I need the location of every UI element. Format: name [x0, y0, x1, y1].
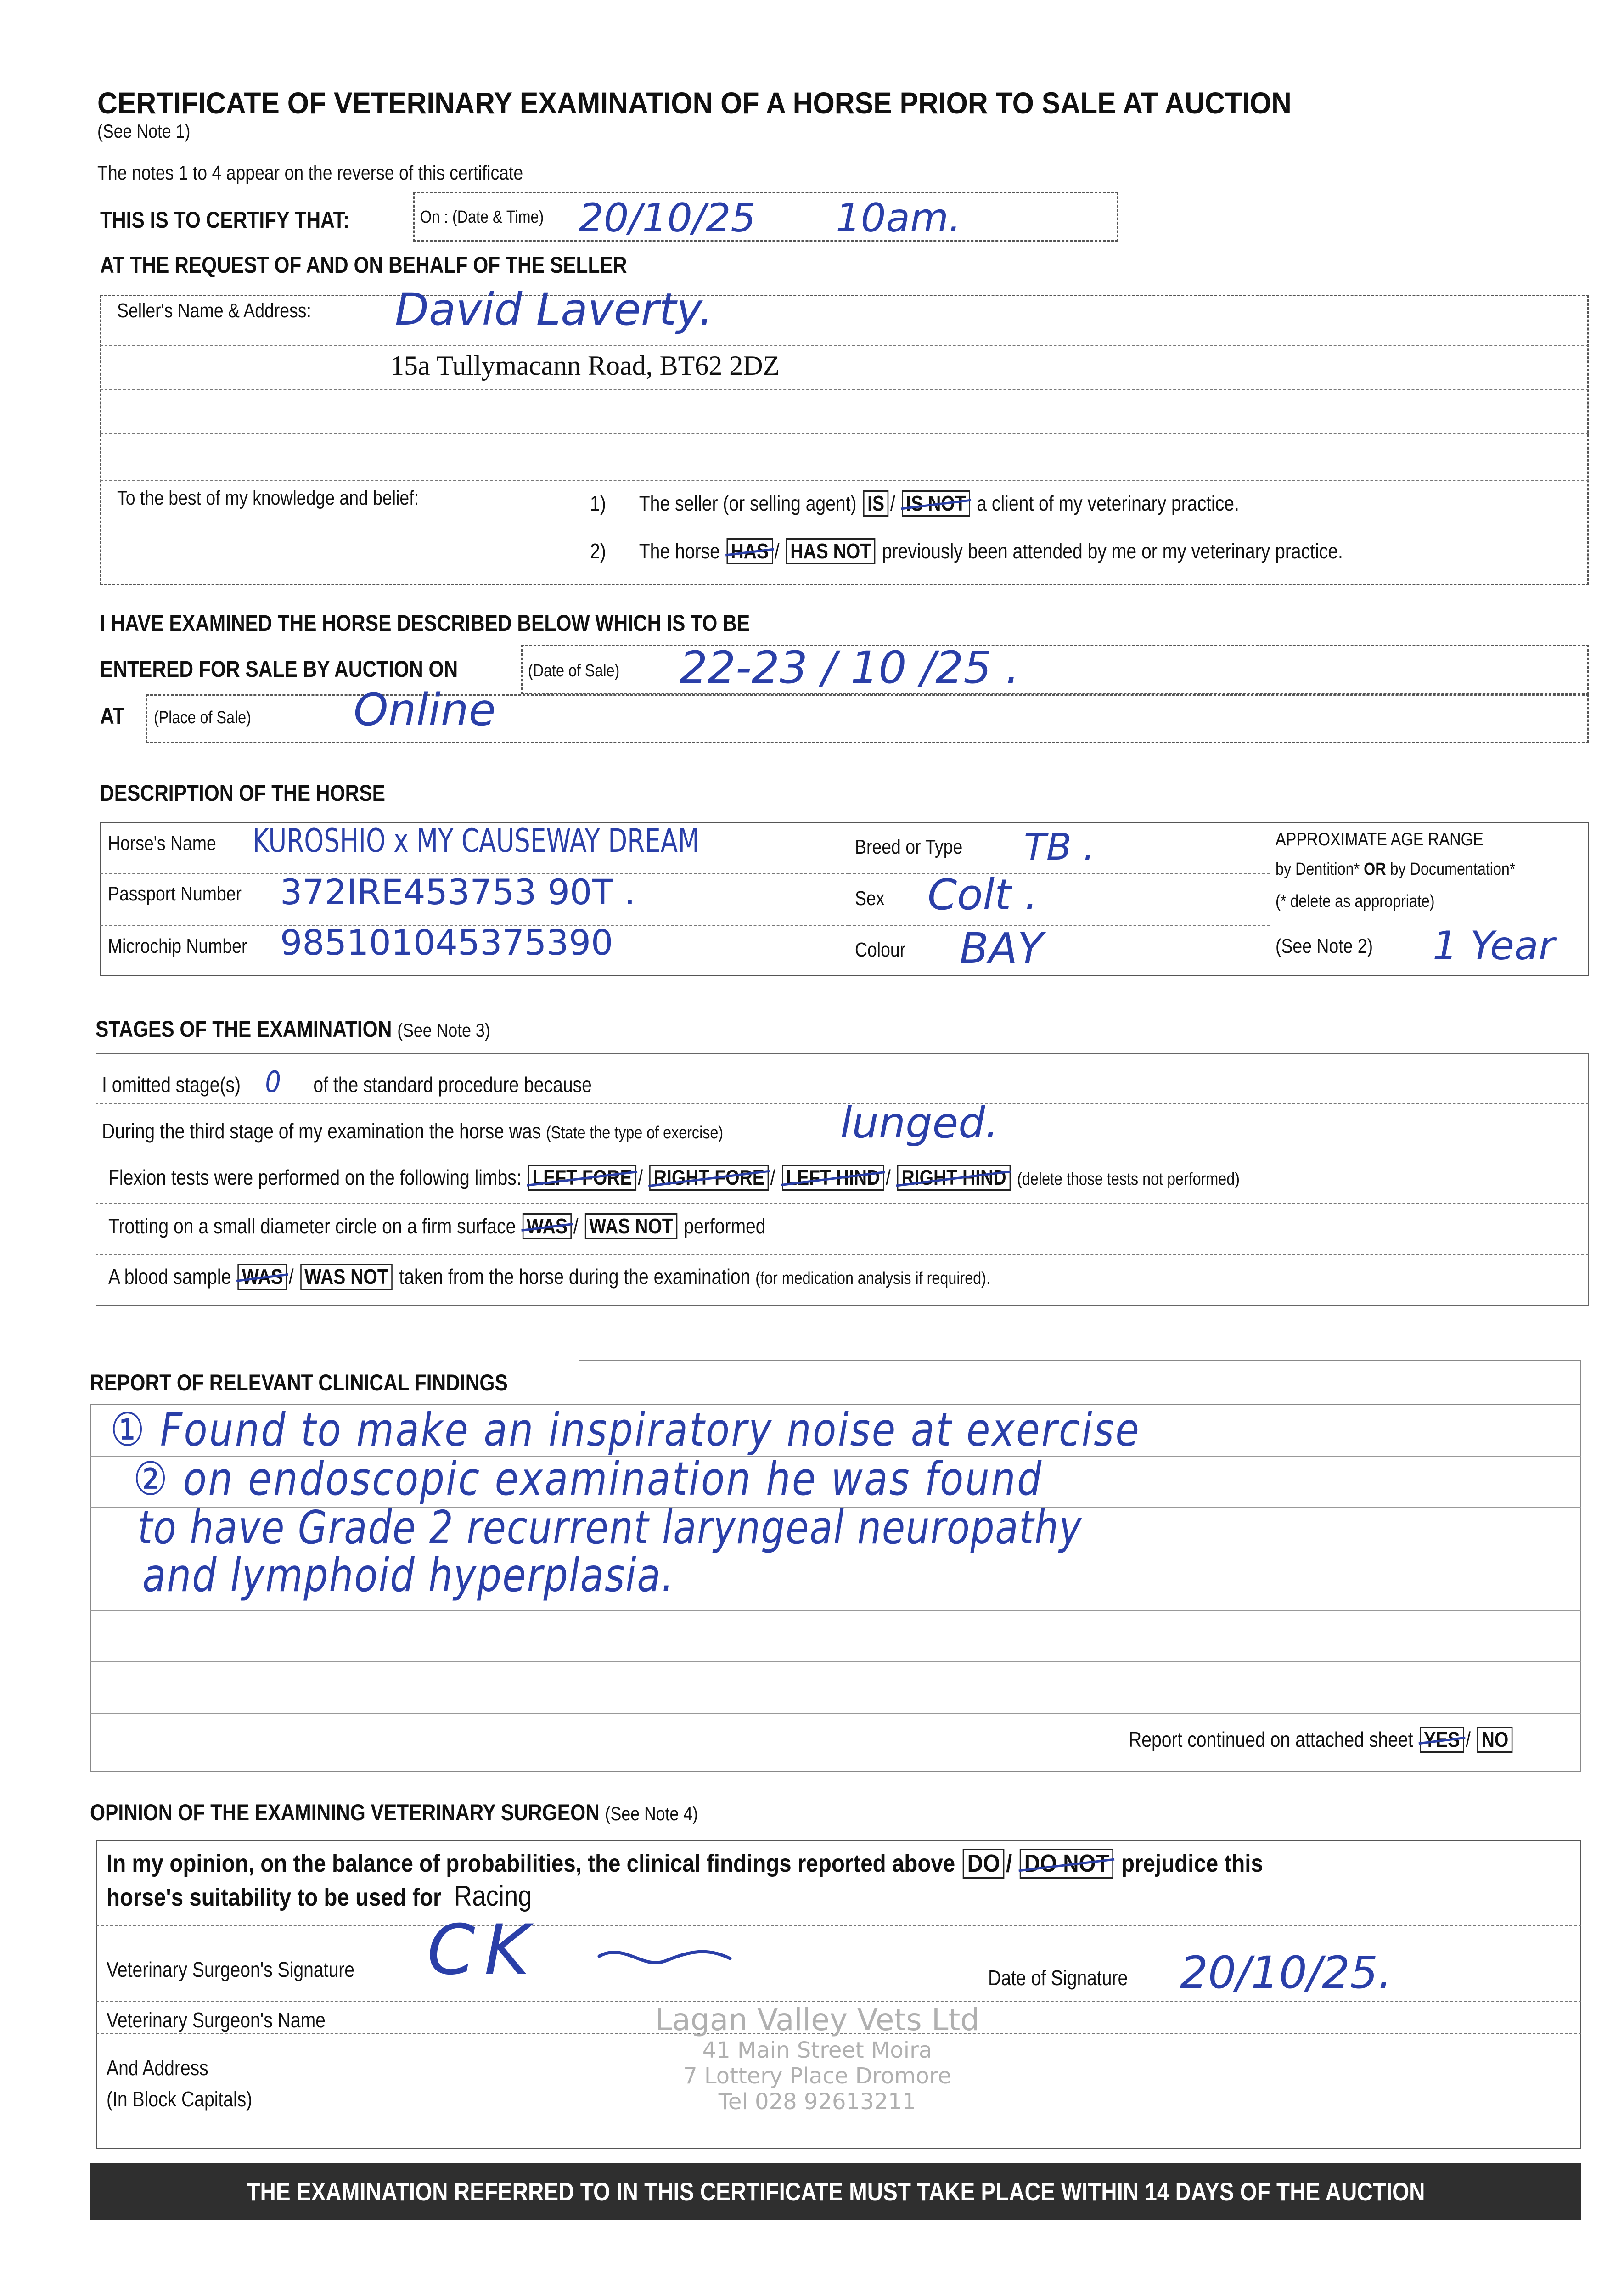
- omitted-suffix: of the standard procedure because: [313, 1073, 592, 1097]
- breed-value: TB .: [1024, 826, 1095, 868]
- opinion-text-c: horse's suitability to be used for: [107, 1884, 442, 1911]
- seller-name-value: David Laverty.: [395, 284, 713, 335]
- third-stage-label: During the third stage of my examination the horse was: [102, 1119, 541, 1143]
- horse-has-option[interactable]: HAS: [726, 538, 773, 564]
- opinion-do-option[interactable]: DO: [963, 1849, 1005, 1879]
- seller-heading: AT THE REQUEST OF AND ON BEHALF OF THE SELLER: [100, 252, 627, 278]
- notes-line: The notes 1 to 4 appear on the reverse of this certificate: [97, 162, 523, 184]
- stages-heading-text: STAGES OF THE EXAMINATION: [96, 1016, 392, 1042]
- opinion-heading: [90, 1799, 698, 1826]
- seller-item-2: 2) The horse HAS / HAS NOT previously been attended by me or my veterinary practice.: [590, 538, 1343, 564]
- blood-was-not-option[interactable]: WAS NOT: [300, 1264, 393, 1290]
- signature-value: CK: [427, 1910, 539, 1990]
- blood-row: A blood sample WAS / WAS NOT taken from the horse during the examination (for medication analysis if required).: [108, 1264, 990, 1290]
- horse-heading: DESCRIPTION OF THE HORSE: [100, 780, 386, 806]
- item1-num: 1): [590, 491, 606, 515]
- footer-banner: [90, 2163, 1581, 2220]
- blood-suffix: taken from the horse during the examination: [399, 1265, 751, 1289]
- stamp-line-1: Lagan Valley Vets Ltd: [655, 2002, 980, 2037]
- blood-was-option[interactable]: WAS: [238, 1264, 287, 1290]
- flex-left-hind[interactable]: LEFT HIND: [782, 1165, 884, 1191]
- microchip-label: Microchip Number: [108, 935, 247, 957]
- age-see-note: (See Note 2): [1276, 935, 1373, 957]
- report-continued-label: Report continued on attached sheet: [1129, 1728, 1413, 1751]
- age-heading: APPROXIMATE AGE RANGE: [1276, 829, 1484, 850]
- opinion-text-a: In my opinion, on the balance of probabilities, the clinical findings reported above: [107, 1850, 955, 1877]
- colour-value: BAY: [960, 924, 1044, 973]
- signature-label: Veterinary Surgeon's Signature: [107, 1958, 355, 1981]
- intended-use-value: Racing: [454, 1880, 532, 1912]
- sale-heading-1: I HAVE EXAMINED THE HORSE DESCRIBED BELOW WHICH IS TO BE: [100, 610, 750, 636]
- trot-label: Trotting on a small diameter circle on a firm surface: [108, 1214, 516, 1238]
- flexion-note: (delete those tests not performed): [1017, 1170, 1240, 1189]
- item2-text-a: The horse: [639, 539, 720, 563]
- omitted-row: [102, 1065, 592, 1099]
- seller-address-value: 15a Tullymacann Road, BT62 2DZ: [390, 350, 780, 381]
- see-note-1: (See Note 1): [97, 120, 191, 142]
- at-label: AT: [100, 703, 125, 729]
- age-or: OR: [1364, 860, 1386, 879]
- horse-name-label: Horse's Name: [108, 832, 216, 855]
- omitted-value: 0: [265, 1065, 281, 1099]
- signature-date-value: 20/10/25.: [1180, 1947, 1392, 1998]
- colour-label: Colour: [855, 939, 906, 961]
- knowledge-label: To the best of my knowledge and belief:: [117, 487, 419, 509]
- microchip-value: 985101045375390: [280, 922, 613, 963]
- date-of-signature-label: Date of Signature: [988, 1966, 1128, 1990]
- stages-note: (See Note 3): [397, 1019, 490, 1041]
- age-by-documentation[interactable]: by Documentation*: [1390, 860, 1516, 879]
- place-value: Online: [354, 684, 496, 736]
- passport-label: Passport Number: [108, 883, 242, 905]
- breed-label: Breed or Type: [855, 836, 963, 858]
- place-of-sale-label: (Place of Sale): [154, 708, 251, 727]
- opinion-text-row: In my opinion, on the balance of probabilities, the clinical findings reported above DO / DO NOT prejudice this: [107, 1849, 1263, 1879]
- stamp-line-2: 41 Main Street Moira: [702, 2037, 933, 2063]
- surgeon-address-label: And Address: [107, 2056, 208, 2080]
- seller-is-not-option[interactable]: IS NOT: [902, 490, 970, 517]
- omitted-label: I omitted stage(s): [102, 1073, 241, 1097]
- opinion-note: (See Note 4): [605, 1803, 698, 1824]
- signature-scribble-icon: [597, 1938, 735, 1975]
- passport-value: 372IRE453753 90T .: [280, 872, 636, 912]
- trot-was-not-option[interactable]: WAS NOT: [585, 1213, 677, 1239]
- exam-time-value: 10am.: [836, 195, 961, 241]
- sex-label: Sex: [855, 887, 885, 910]
- report-continued-row: Report continued on attached sheet YES / NO: [1129, 1727, 1514, 1753]
- trot-was-option[interactable]: WAS: [523, 1213, 572, 1239]
- certify-label: THIS IS TO CERTIFY THAT:: [100, 207, 350, 233]
- age-method: [1276, 860, 1515, 879]
- item2-num: 2): [590, 539, 606, 563]
- trot-suffix: performed: [684, 1214, 766, 1238]
- item1-text-a: The seller (or selling agent): [639, 491, 857, 515]
- seller-item-1: 1) The seller (or selling agent) IS / IS NOT a client of my veterinary practice.: [590, 490, 1239, 517]
- exam-date-value: 20/10/25: [579, 195, 756, 241]
- item2-text-b: previously been attended by me or my veterinary practice.: [882, 539, 1343, 563]
- stamp-line-4: Tel 028 92613211: [718, 2089, 916, 2115]
- sex-value: Colt .: [927, 870, 1038, 919]
- opinion-heading-text: OPINION OF THE EXAMINING VETERINARY SURGEON: [90, 1800, 600, 1825]
- blood-label: A blood sample: [108, 1265, 231, 1289]
- finding-line-3: to have Grade 2 recurrent laryngeal neuropathy: [138, 1501, 1082, 1554]
- sale-heading-2: ENTERED FOR SALE BY AUCTION ON: [100, 656, 458, 682]
- flexion-row: Flexion tests were performed on the following limbs: LEFT FORE / RIGHT FORE / LEFT HIND / RIGHT HIND (delete those tests not performed): [108, 1165, 1240, 1191]
- age-delete-note: (* delete as appropriate): [1276, 892, 1435, 911]
- sale-date-value: 22-23 / 10 /25 .: [680, 642, 1020, 693]
- third-stage-value: lunged.: [840, 1098, 999, 1148]
- practice-stamp: [634, 2002, 1001, 2115]
- certificate-title: CERTIFICATE OF VETERINARY EXAMINATION OF A HORSE PRIOR TO SALE AT AUCTION: [97, 86, 1292, 120]
- stamp-line-3: 7 Lottery Place Dromore: [683, 2063, 951, 2089]
- finding-line-2: ② on endoscopic examination he was found: [133, 1452, 1043, 1506]
- finding-line-1: ① Found to make an inspiratory noise at exercise: [110, 1403, 1141, 1457]
- surgeon-name-label: Veterinary Surgeon's Name: [107, 2008, 326, 2032]
- blood-note: (for medication analysis if required).: [755, 1269, 990, 1288]
- age-by-dentition[interactable]: by Dentition*: [1276, 860, 1360, 879]
- third-stage-row: [102, 1119, 723, 1143]
- continued-yes-option[interactable]: YES: [1420, 1727, 1464, 1753]
- opinion-do-not-option[interactable]: DO NOT: [1020, 1849, 1113, 1879]
- date-of-sale-label: (Date of Sale): [528, 661, 620, 681]
- report-heading: REPORT OF RELEVANT CLINICAL FINDINGS: [90, 1370, 508, 1396]
- opinion-text-row-2: [107, 1880, 532, 1913]
- block-capitals-label: (In Block Capitals): [107, 2087, 253, 2111]
- third-stage-note: (State the type of exercise): [546, 1123, 724, 1142]
- horse-name-value: KUROSHIO x MY CAUSEWAY DREAM: [253, 822, 700, 860]
- flex-right-hind[interactable]: RIGHT HIND: [897, 1165, 1011, 1191]
- opinion-text-b: prejudice this: [1121, 1850, 1263, 1877]
- finding-line-4: and lymphoid hyperplasia.: [142, 1548, 674, 1602]
- seller-name-label: Seller's Name & Address:: [117, 299, 311, 322]
- footer-text: THE EXAMINATION REFERRED TO IN THIS CERTIFICATE MUST TAKE PLACE WITHIN 14 DAYS OF THE AUCTION: [246, 2177, 1425, 2206]
- trot-row: Trotting on a small diameter circle on a firm surface WAS / WAS NOT performed: [108, 1213, 766, 1239]
- continued-no-option[interactable]: NO: [1477, 1727, 1512, 1753]
- flexion-label: Flexion tests were performed on the following limbs:: [108, 1165, 522, 1189]
- on-date-time-label: On : (Date & Time): [420, 208, 544, 227]
- item1-text-b: a client of my veterinary practice.: [977, 491, 1239, 515]
- flex-right-fore[interactable]: RIGHT FORE: [649, 1165, 769, 1191]
- horse-has-not-option[interactable]: HAS NOT: [786, 538, 876, 564]
- stages-heading: [96, 1016, 490, 1042]
- seller-is-option[interactable]: IS: [863, 490, 889, 517]
- flex-left-fore[interactable]: LEFT FORE: [528, 1165, 636, 1191]
- age-value: 1 Year: [1433, 923, 1555, 969]
